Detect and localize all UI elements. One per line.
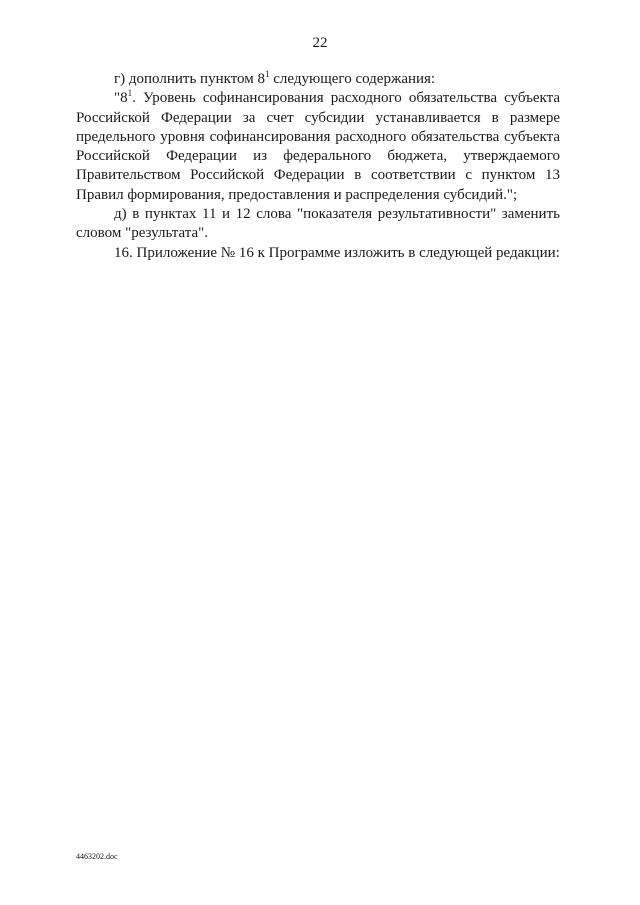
superscript-index: 1 xyxy=(265,69,270,79)
page-number: 22 xyxy=(312,35,328,51)
paragraph-point-8-1 xyxy=(76,89,560,205)
document-body xyxy=(76,70,560,263)
paragraph-16: 16. Приложение № 16 к Программе изложить в следующей редакции: xyxy=(114,244,560,261)
footer-file-name: 4463202.doc xyxy=(76,852,118,861)
paragraph-item-g xyxy=(76,70,560,89)
paragraph-text: следующего содержания: xyxy=(269,71,436,87)
paragraph-text: . Уровень софинансирования расходного обязательства субъекта Российской Федерации за счет субсидии устанавливается в размере предельного уровня софинансирования расходного обязательства субъекта Российской Федерации из федерального бюджета, утверждаемого Правительством Российской Федерации в соответствии с пунктом 13 Правил формирования, предоставления и распределения субсидий."; xyxy=(76,90,560,203)
paragraph-item-d: д) в пунктах 11 и 12 слова "показателя результативности" заменить словом "результата". xyxy=(76,206,560,242)
superscript-index: 1 xyxy=(127,88,133,99)
paragraph-text: г) дополнить пунктом 8 xyxy=(114,71,266,87)
paragraph-text: "8 xyxy=(114,90,128,107)
